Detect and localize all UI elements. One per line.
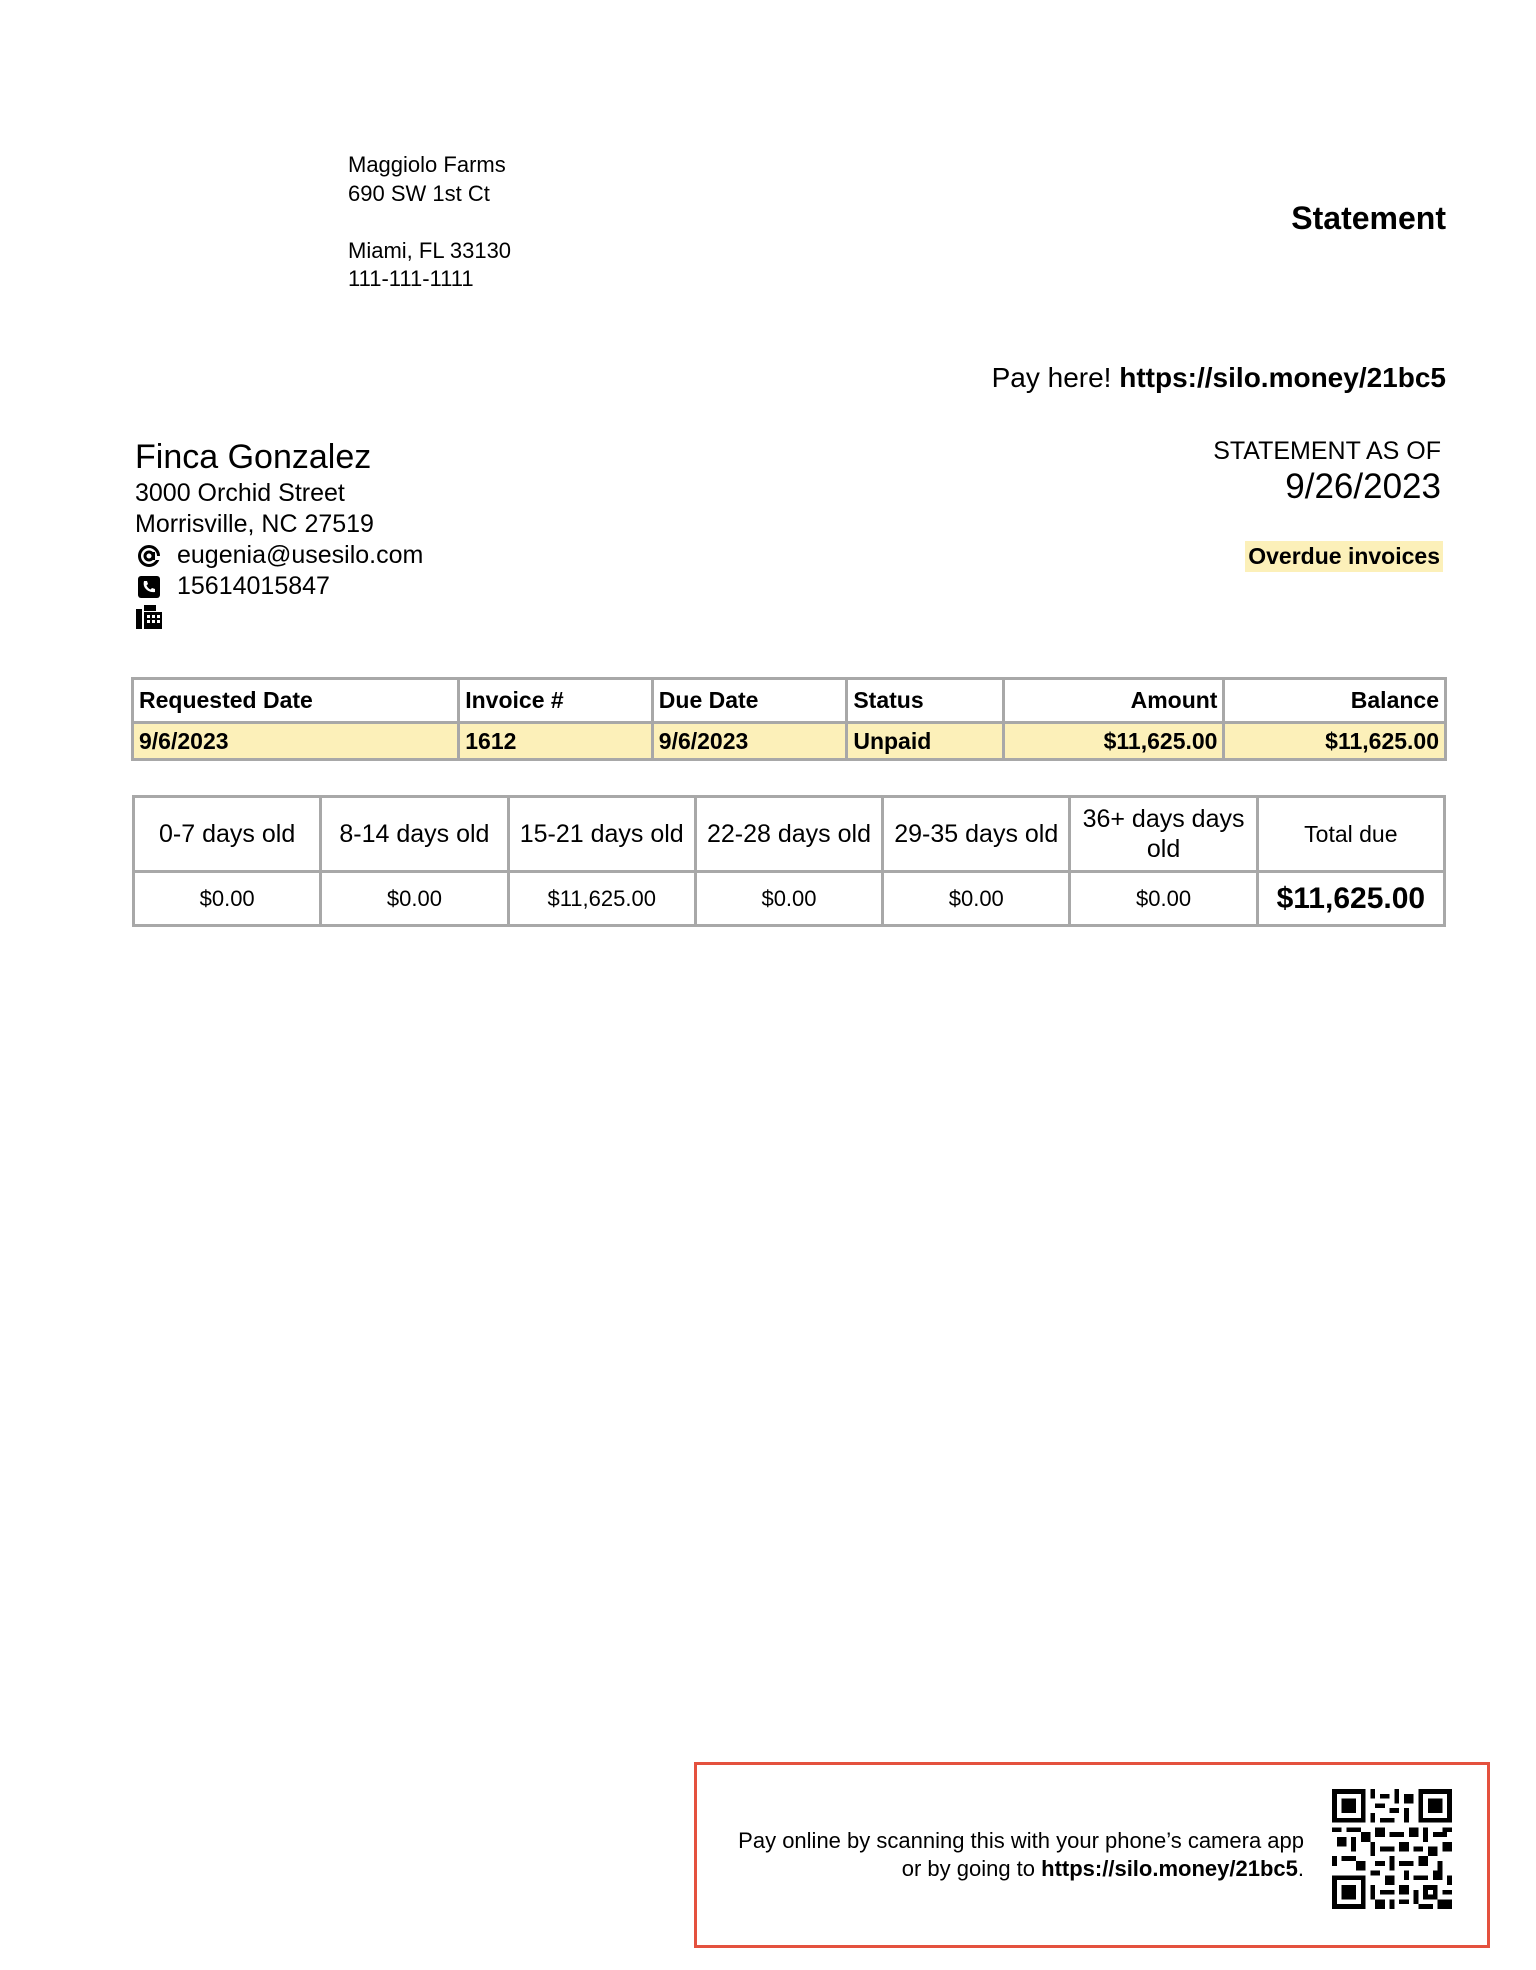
customer-email-row [135, 540, 423, 571]
customer-fax-row [135, 602, 423, 630]
sender-phone: 111-111-1111 [348, 266, 474, 291]
pay-online-text [738, 1827, 1304, 1883]
col-status: Status [847, 679, 1004, 723]
table-row [133, 723, 1446, 760]
sender-address-line2 [348, 208, 511, 237]
overdue-invoices-badge: Overdue invoices [1245, 541, 1443, 572]
qr-code-icon[interactable] [1332, 1789, 1452, 1909]
pay-here-link[interactable]: https://silo.money/21bc5 [1119, 362, 1446, 393]
requested-date-cell: 9/6/2023 [133, 723, 459, 760]
pay-online-line2-suffix: . [1297, 1856, 1304, 1881]
col-requested-date: Requested Date [133, 679, 459, 723]
aging-col-0-7: 0-7 days old [134, 797, 321, 872]
col-due-date: Due Date [652, 679, 847, 723]
aging-table [132, 795, 1446, 927]
col-invoice-number: Invoice # [459, 679, 653, 723]
aging-value-22-28: $0.00 [695, 872, 882, 926]
aging-value-8-14: $0.00 [321, 872, 508, 926]
phone-icon [135, 573, 163, 601]
statement-as-of-label: STATEMENT AS OF [1213, 437, 1441, 465]
pay-online-line2 [738, 1855, 1304, 1883]
amount-cell: $11,625.00 [1003, 723, 1223, 760]
sender-name: Maggiolo Farms [348, 152, 506, 177]
aging-col-29-35: 29-35 days old [883, 797, 1070, 872]
pay-online-box [694, 1762, 1490, 1948]
aging-col-15-21: 15-21 days old [508, 797, 695, 872]
invoice-table-header-row [133, 679, 1446, 723]
statement-as-of-date: 9/26/2023 [1285, 467, 1441, 506]
pay-online-line2-prefix: or by going to [901, 1856, 1036, 1881]
aging-value-0-7: $0.00 [134, 872, 321, 926]
aging-value-15-21: $11,625.00 [508, 872, 695, 926]
document-title: Statement [1291, 200, 1446, 236]
aging-header-row [134, 797, 1445, 872]
aging-value-29-35: $0.00 [883, 872, 1070, 926]
aging-col-36-plus: 36+ days days old [1070, 797, 1257, 872]
col-amount: Amount [1003, 679, 1223, 723]
sender-address-line1: 690 SW 1st Ct [348, 180, 490, 206]
aging-total-due-value: $11,625.00 [1257, 872, 1444, 926]
aging-values-row [134, 872, 1445, 926]
invoice-number-cell: 1612 [459, 723, 653, 760]
at-icon [135, 542, 163, 570]
pay-here-label: Pay here! [991, 362, 1112, 393]
aging-value-36-plus: $0.00 [1070, 872, 1257, 926]
customer-street: 3000 Orchid Street [135, 479, 345, 507]
sender-city-line: Miami, FL 33130 [348, 237, 512, 263]
due-date-cell: 9/6/2023 [652, 723, 847, 760]
sender-address [348, 151, 511, 294]
customer-city-line: Morrisville, NC 27519 [135, 510, 374, 538]
pay-here-line [992, 362, 1446, 394]
invoice-table [131, 677, 1447, 761]
aging-col-8-14: 8-14 days old [321, 797, 508, 872]
customer-email[interactable]: eugenia@usesilo.com [177, 541, 424, 569]
customer-block [135, 436, 423, 630]
customer-phone-row [135, 571, 423, 602]
status-cell: Unpaid [847, 723, 1004, 760]
col-balance: Balance [1224, 679, 1446, 723]
balance-cell: $11,625.00 [1224, 723, 1446, 760]
statement-date-block [1213, 436, 1441, 508]
aging-col-22-28: 22-28 days old [695, 797, 882, 872]
customer-phone: 15614015847 [177, 572, 330, 600]
pay-online-line1: Pay online by scanning this with your phone’s camera app [738, 1828, 1304, 1853]
customer-name: Finca Gonzalez [135, 438, 372, 476]
pay-online-link[interactable]: https://silo.money/21bc5 [1041, 1856, 1298, 1881]
fax-icon [135, 602, 163, 630]
aging-col-total-due: Total due [1257, 797, 1444, 872]
